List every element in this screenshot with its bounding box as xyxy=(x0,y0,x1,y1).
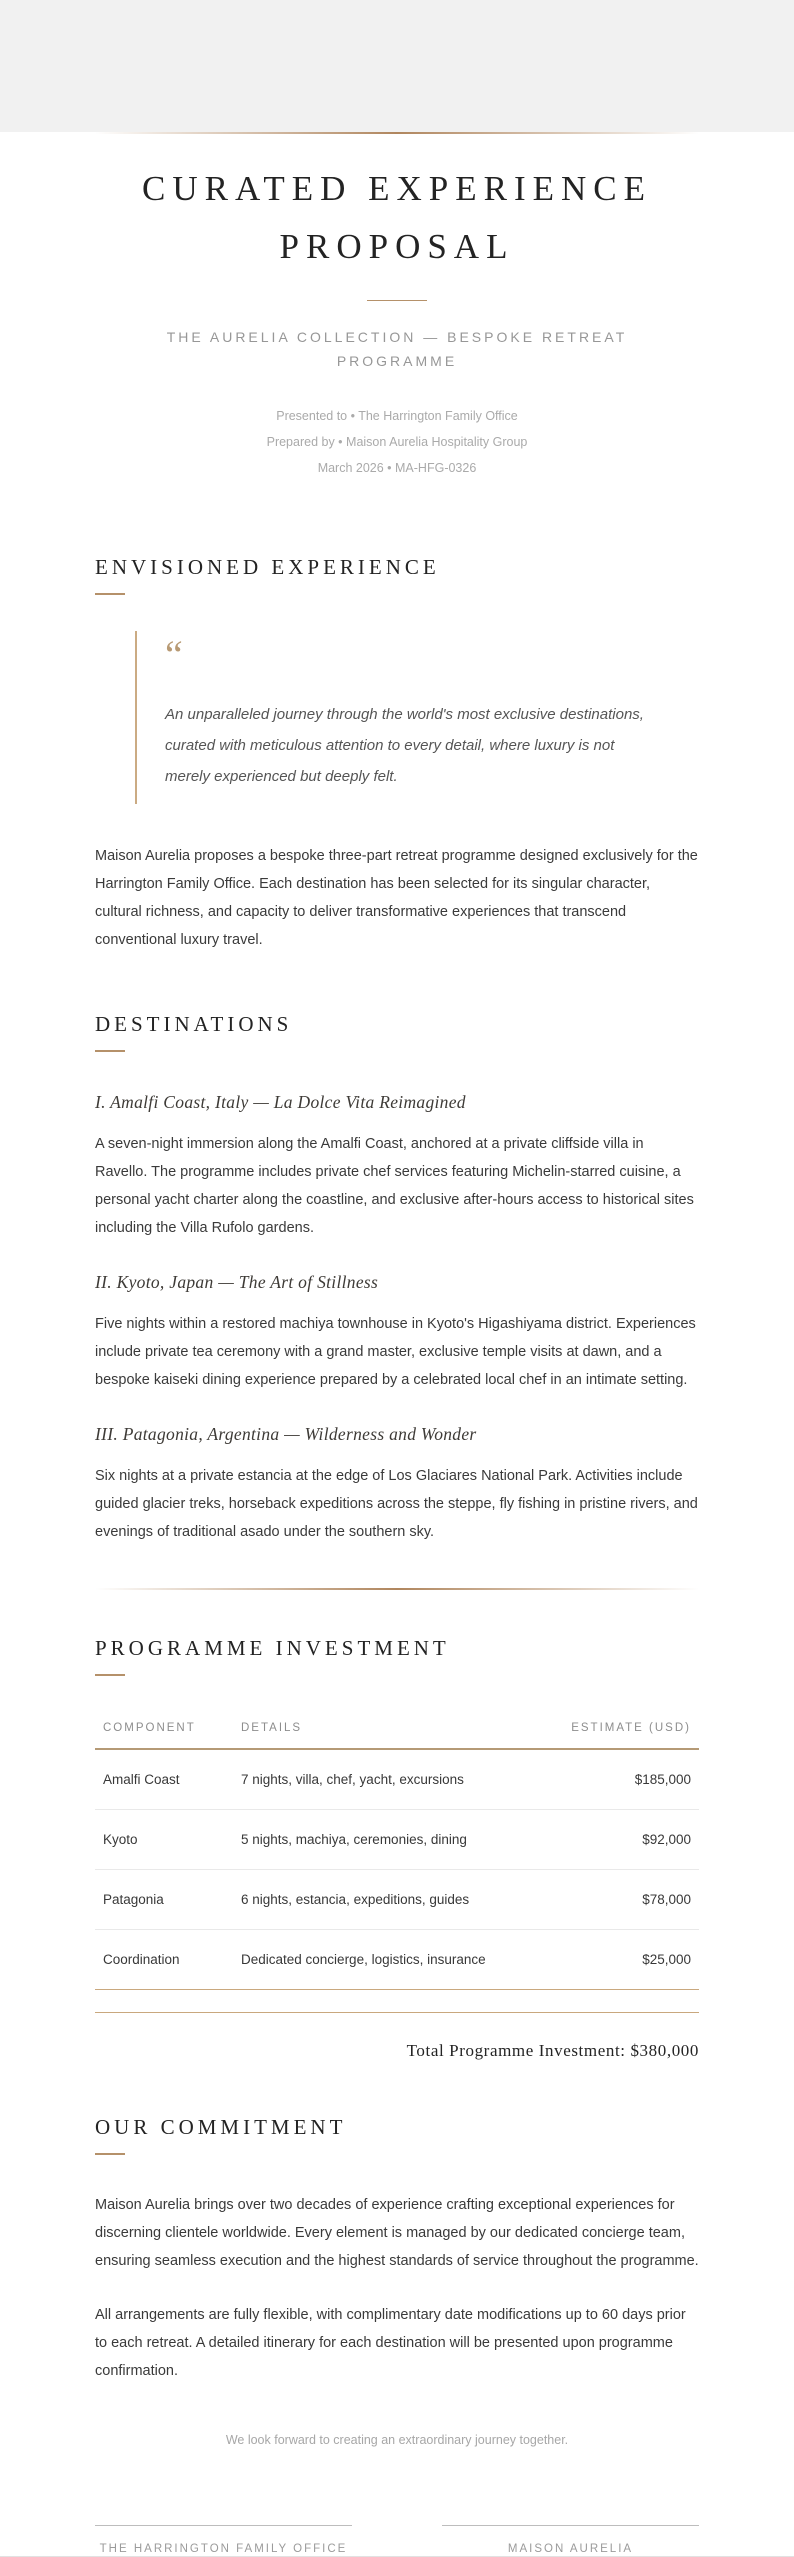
commitment-paragraph: Maison Aurelia brings over two decades of experience crafting exceptional experiences for discerning clientele worldwide. Every element is managed by our dedicated concierge team, ensuring seamless execution and the highest standards of service throughout the programme. xyxy=(95,2197,699,2269)
table-row xyxy=(95,1870,699,1930)
heading-underline xyxy=(95,1050,125,1052)
destination-patagonia xyxy=(95,1424,699,1546)
destinations-heading: DESTINATIONS xyxy=(95,1012,293,1036)
quote-block xyxy=(135,631,659,804)
cell-component: Kyoto xyxy=(95,1810,233,1870)
section-divider xyxy=(95,1588,699,1590)
signature-provider: MAISON AURELIA xyxy=(442,2525,699,2555)
destination-body: Five nights within a restored machiya townhouse in Kyoto's Higashiyama district. Experiences include private tea ceremony with a grand master, exclusive temple visits at dawn, and a bespoke kaiseki dining experience prepared by a celebrated local chef in an intimate setting. xyxy=(95,1316,696,1388)
cell-estimate: $78,000 xyxy=(533,1870,699,1930)
column-header-estimate: ESTIMATE (USD) xyxy=(533,1710,699,1749)
destination-title: II. Kyoto, Japan — The Art of Stillness xyxy=(95,1272,379,1292)
table-row xyxy=(95,1810,699,1870)
commitment-paragraph: All arrangements are fully flexible, with complimentary date modifications up to 60 days prior to each retreat. A detailed itinerary for each destination will be presented upon programme confirmation. xyxy=(95,2307,686,2379)
subtitle: THE AURELIA COLLECTION — BESPOKE RETREAT PROGRAMME xyxy=(166,329,628,369)
destination-title: III. Patagonia, Argentina — Wilderness and Wonder xyxy=(95,1424,477,1444)
intro-paragraph: Maison Aurelia proposes a bespoke three-part retreat programme designed exclusively for the Harrington Family Office. Each destination has been selected for its singular character, cultural richness, and capacity to deliver transformative experiences that transcend conventional luxury travel. xyxy=(95,848,698,948)
section-programme-investment xyxy=(95,1636,699,2061)
investment-table xyxy=(95,1710,699,1990)
cell-details: Dedicated concierge, logistics, insurance xyxy=(233,1930,533,1990)
meta-date-reference: March 2026 • MA-HFG-0326 xyxy=(317,461,477,475)
heading-underline xyxy=(95,593,125,595)
heading-underline xyxy=(95,2153,125,2155)
document-meta xyxy=(95,403,699,481)
proposal-page xyxy=(0,132,794,2557)
cell-details: 7 nights, villa, chef, yacht, excursions xyxy=(233,1749,533,1810)
section-destinations xyxy=(95,1012,699,1546)
page-title xyxy=(95,160,699,276)
page-title-line1: CURATED EXPERIENCE xyxy=(141,169,653,208)
destination-body: Six nights at a private estancia at the edge of Los Glaciares National Park. Activities include guided glacier treks, horseback expeditions across the steppe, fly fishing in pristine rivers, and evenings of traditional asado under the southern sky. xyxy=(95,1468,698,1540)
quote-text: An unparalleled journey through the world's most exclusive destinations, curated with meticulous attention to every detail, where luxury is not merely experienced but deeply felt. xyxy=(165,706,644,785)
destination-title: I. Amalfi Coast, Italy — La Dolce Vita Reimagined xyxy=(95,1092,466,1112)
cell-details: 5 nights, machiya, ceremonies, dining xyxy=(233,1810,533,1870)
page-title-line2: PROPOSAL xyxy=(279,227,515,266)
envisioned-heading: ENVISIONED EXPERIENCE xyxy=(95,555,440,579)
quote-mark: “ xyxy=(165,632,183,677)
destination-body: A seven-night immersion along the Amalfi Coast, anchored at a private cliffside villa in Ravello. The programme includes private chef services featuring Michelin-starred cuisine, a personal yacht charter along the coastline, and exclusive after-hours access to historical sites including the Villa Rufolo gardens. xyxy=(95,1136,694,1236)
signature-row xyxy=(95,2525,699,2555)
title-divider xyxy=(367,300,427,301)
table-header-row xyxy=(95,1710,699,1749)
cell-estimate: $92,000 xyxy=(533,1810,699,1870)
cell-details: 6 nights, estancia, expeditions, guides xyxy=(233,1870,533,1930)
signature-client: THE HARRINGTON FAMILY OFFICE xyxy=(95,2525,352,2555)
commitment-heading: OUR COMMITMENT xyxy=(95,2115,347,2139)
investment-heading: PROGRAMME INVESTMENT xyxy=(95,1636,450,1660)
cell-component: Amalfi Coast xyxy=(95,1749,233,1810)
section-envisioned-experience xyxy=(95,555,699,954)
destination-amalfi xyxy=(95,1092,699,1242)
table-row xyxy=(95,1930,699,1990)
top-divider xyxy=(95,132,699,134)
meta-prepared-by: Prepared by • Maison Aurelia Hospitality Group xyxy=(266,435,528,449)
total-double-rule xyxy=(95,1990,699,2013)
meta-presented-to: Presented to • The Harrington Family Office xyxy=(276,409,518,423)
heading-underline xyxy=(95,1674,125,1676)
section-our-commitment xyxy=(95,2115,699,2385)
destination-kyoto xyxy=(95,1272,699,1394)
table-row xyxy=(95,1749,699,1810)
column-header-details: DETAILS xyxy=(233,1710,533,1749)
total-investment: Total Programme Investment: $380,000 xyxy=(406,2041,699,2060)
proposal-card xyxy=(0,132,794,2557)
cell-component: Coordination xyxy=(95,1930,233,1990)
closing-message: We look forward to creating an extraordinary journey together. xyxy=(225,2433,569,2447)
cell-component: Patagonia xyxy=(95,1870,233,1930)
column-header-component: COMPONENT xyxy=(95,1710,233,1749)
cell-estimate: $185,000 xyxy=(533,1749,699,1810)
cell-estimate: $25,000 xyxy=(533,1930,699,1990)
content-column xyxy=(95,132,699,2555)
